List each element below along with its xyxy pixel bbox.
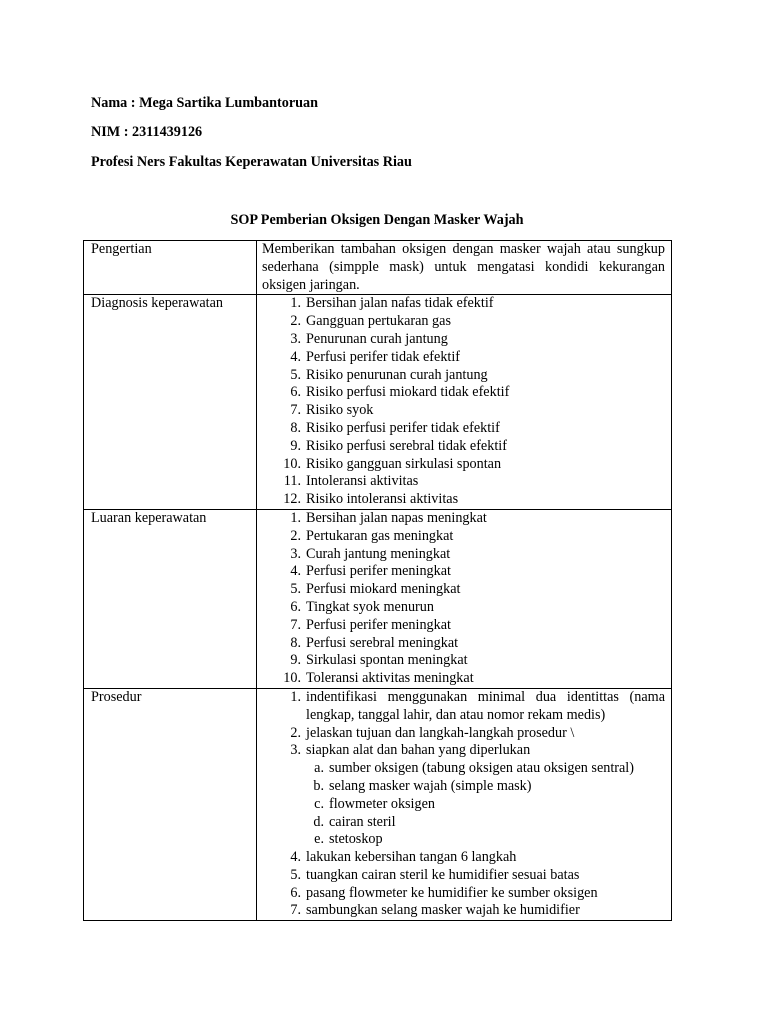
item-text: selang masker wajah (simple mask)	[329, 777, 532, 794]
item-text: Bersihan jalan napas meningkat	[306, 509, 487, 526]
luaran-list	[257, 509, 672, 688]
row-diagnosis	[84, 295, 672, 510]
list-item	[262, 491, 665, 509]
item-text: Risiko penurunan curah jantung	[306, 366, 488, 383]
item-number: 3.	[290, 545, 301, 562]
item-text: Bersihan jalan nafas tidak efektif	[306, 295, 494, 312]
item-number: 12.	[283, 491, 301, 508]
item-number: 2.	[290, 724, 301, 741]
item-number: 8.	[290, 419, 301, 436]
sub-list-item	[262, 831, 665, 849]
item-number: 7.	[290, 616, 301, 633]
list-item	[262, 438, 665, 456]
item-text: flowmeter oksigen	[329, 795, 435, 812]
item-number: 8.	[290, 634, 301, 651]
student-name: Nama : Mega Sartika Lumbantoruan	[91, 95, 319, 111]
item-text: Risiko perfusi perifer tidak efektif	[306, 419, 500, 436]
item-text: lakukan kebersihan tangan 6 langkah	[306, 849, 517, 866]
label-diagnosis: Diagnosis keperawatan	[84, 295, 257, 510]
list-item	[262, 742, 665, 760]
list-item	[262, 670, 665, 688]
item-text: Perfusi perifer meningkat	[306, 563, 451, 580]
item-number: 10.	[283, 670, 301, 687]
list-item	[262, 528, 665, 546]
item-text: pasang flowmeter ke humidifier ke sumber oksigen	[306, 884, 598, 901]
item-number: 6.	[290, 384, 301, 401]
item-letter: c.	[314, 795, 324, 812]
item-text: sambungkan selang masker wajah ke humidifier	[306, 902, 580, 919]
item-number: 7.	[290, 902, 301, 919]
item-number: 1.	[290, 295, 301, 312]
list-item	[262, 384, 665, 402]
student-nim: NIM : 2311439126	[91, 124, 203, 140]
row-luaran	[84, 509, 672, 688]
list-item	[262, 689, 665, 725]
item-text: Perfusi perifer meningkat	[306, 616, 451, 633]
item-text: indentifikasi menggunakan minimal dua identittas (nama lengkap, tanggal lahir, dan atau nomor rekam medis)	[306, 688, 665, 723]
item-text: Perfusi miokard meningkat	[306, 581, 461, 598]
item-text: Curah jantung meningkat	[306, 545, 451, 562]
list-item	[262, 867, 665, 885]
list-item	[262, 456, 665, 474]
item-number: 11.	[283, 473, 301, 490]
item-number: 5.	[290, 581, 301, 598]
list-item	[262, 635, 665, 653]
item-text: cairan steril	[329, 813, 396, 830]
list-item	[262, 902, 665, 920]
item-number: 4.	[290, 849, 301, 866]
list-item	[262, 546, 665, 564]
item-text: sumber oksigen (tabung oksigen atau oksigen sentral)	[329, 760, 634, 777]
item-number: 5.	[290, 866, 301, 883]
sop-table	[83, 240, 672, 921]
item-number: 4.	[290, 563, 301, 580]
item-number: 3.	[290, 742, 301, 759]
item-text: Sirkulasi spontan meningkat	[306, 652, 468, 669]
sub-list-item	[262, 760, 665, 778]
item-number: 1.	[290, 509, 301, 526]
item-text: Tingkat syok menurun	[306, 598, 434, 615]
item-text: Risiko perfusi miokard tidak efektif	[306, 384, 510, 401]
list-item	[262, 885, 665, 903]
list-item	[262, 617, 665, 635]
item-text: Risiko gangguan sirkulasi spontan	[306, 455, 502, 472]
list-item	[262, 510, 665, 528]
item-letter: a.	[314, 760, 324, 777]
list-item	[262, 420, 665, 438]
item-number: 1.	[290, 688, 301, 705]
item-text: Penurunan curah jantung	[306, 330, 448, 347]
item-number: 9.	[290, 437, 301, 454]
row-prosedur	[84, 688, 672, 920]
sub-list-item	[262, 796, 665, 814]
item-text: jelaskan tujuan dan langkah-langkah prosedur \	[306, 724, 575, 741]
diagnosis-list	[257, 295, 672, 510]
list-item	[262, 349, 665, 367]
list-item	[262, 402, 665, 420]
item-text: Risiko intoleransi aktivitas	[306, 491, 459, 508]
item-text: stetoskop	[329, 831, 383, 848]
item-text: Intoleransi aktivitas	[306, 473, 419, 490]
item-text: Gangguan pertukaran gas	[306, 313, 451, 330]
item-text: Perfusi serebral meningkat	[306, 634, 459, 651]
list-item	[262, 725, 665, 743]
item-text: Pertukaran gas meningkat	[306, 527, 454, 544]
item-number: 6.	[290, 884, 301, 901]
item-number: 4.	[290, 348, 301, 365]
item-text: Risiko syok	[306, 402, 374, 419]
item-letter: e.	[314, 831, 324, 848]
prosedur-list	[257, 688, 672, 920]
item-number: 6.	[290, 598, 301, 615]
item-number: 10.	[283, 455, 301, 472]
document-title: SOP Pemberian Oksigen Dengan Masker Wajah	[230, 212, 524, 228]
faculty-line: Profesi Ners Fakultas Keperawatan Universitas Riau	[91, 154, 412, 170]
list-item	[262, 367, 665, 385]
item-number: 2.	[290, 527, 301, 544]
item-text: Perfusi perifer tidak efektif	[306, 348, 461, 365]
sub-list-item	[262, 778, 665, 796]
list-item	[262, 331, 665, 349]
list-item	[262, 473, 665, 491]
item-number: 2.	[290, 313, 301, 330]
list-item	[262, 652, 665, 670]
item-text: siapkan alat dan bahan yang diperlukan	[306, 742, 531, 759]
item-number: 7.	[290, 402, 301, 419]
item-letter: b.	[313, 777, 324, 794]
list-item	[262, 563, 665, 581]
list-item	[262, 581, 665, 599]
pengertian-text: Memberikan tambahan oksigen dengan masker wajah atau sungkup sederhana (simpple mask) untuk mengatasi kondidi kekurangan oksigen jaringan.	[257, 241, 672, 295]
item-letter: d.	[313, 813, 324, 830]
list-item	[262, 313, 665, 331]
item-text: tuangkan cairan steril ke humidifier sesuai batas	[306, 866, 580, 883]
list-item	[262, 295, 665, 313]
label-pengertian: Pengertian	[84, 241, 257, 295]
item-text: Risiko perfusi serebral tidak efektif	[306, 437, 507, 454]
item-number: 5.	[290, 366, 301, 383]
label-prosedur: Prosedur	[84, 688, 257, 920]
list-item	[262, 849, 665, 867]
sub-list-item	[262, 814, 665, 832]
item-number: 3.	[290, 330, 301, 347]
row-pengertian	[84, 241, 672, 295]
item-number: 9.	[290, 652, 301, 669]
item-text: Toleransi aktivitas meningkat	[306, 670, 474, 687]
list-item	[262, 599, 665, 617]
label-luaran: Luaran keperawatan	[84, 509, 257, 688]
